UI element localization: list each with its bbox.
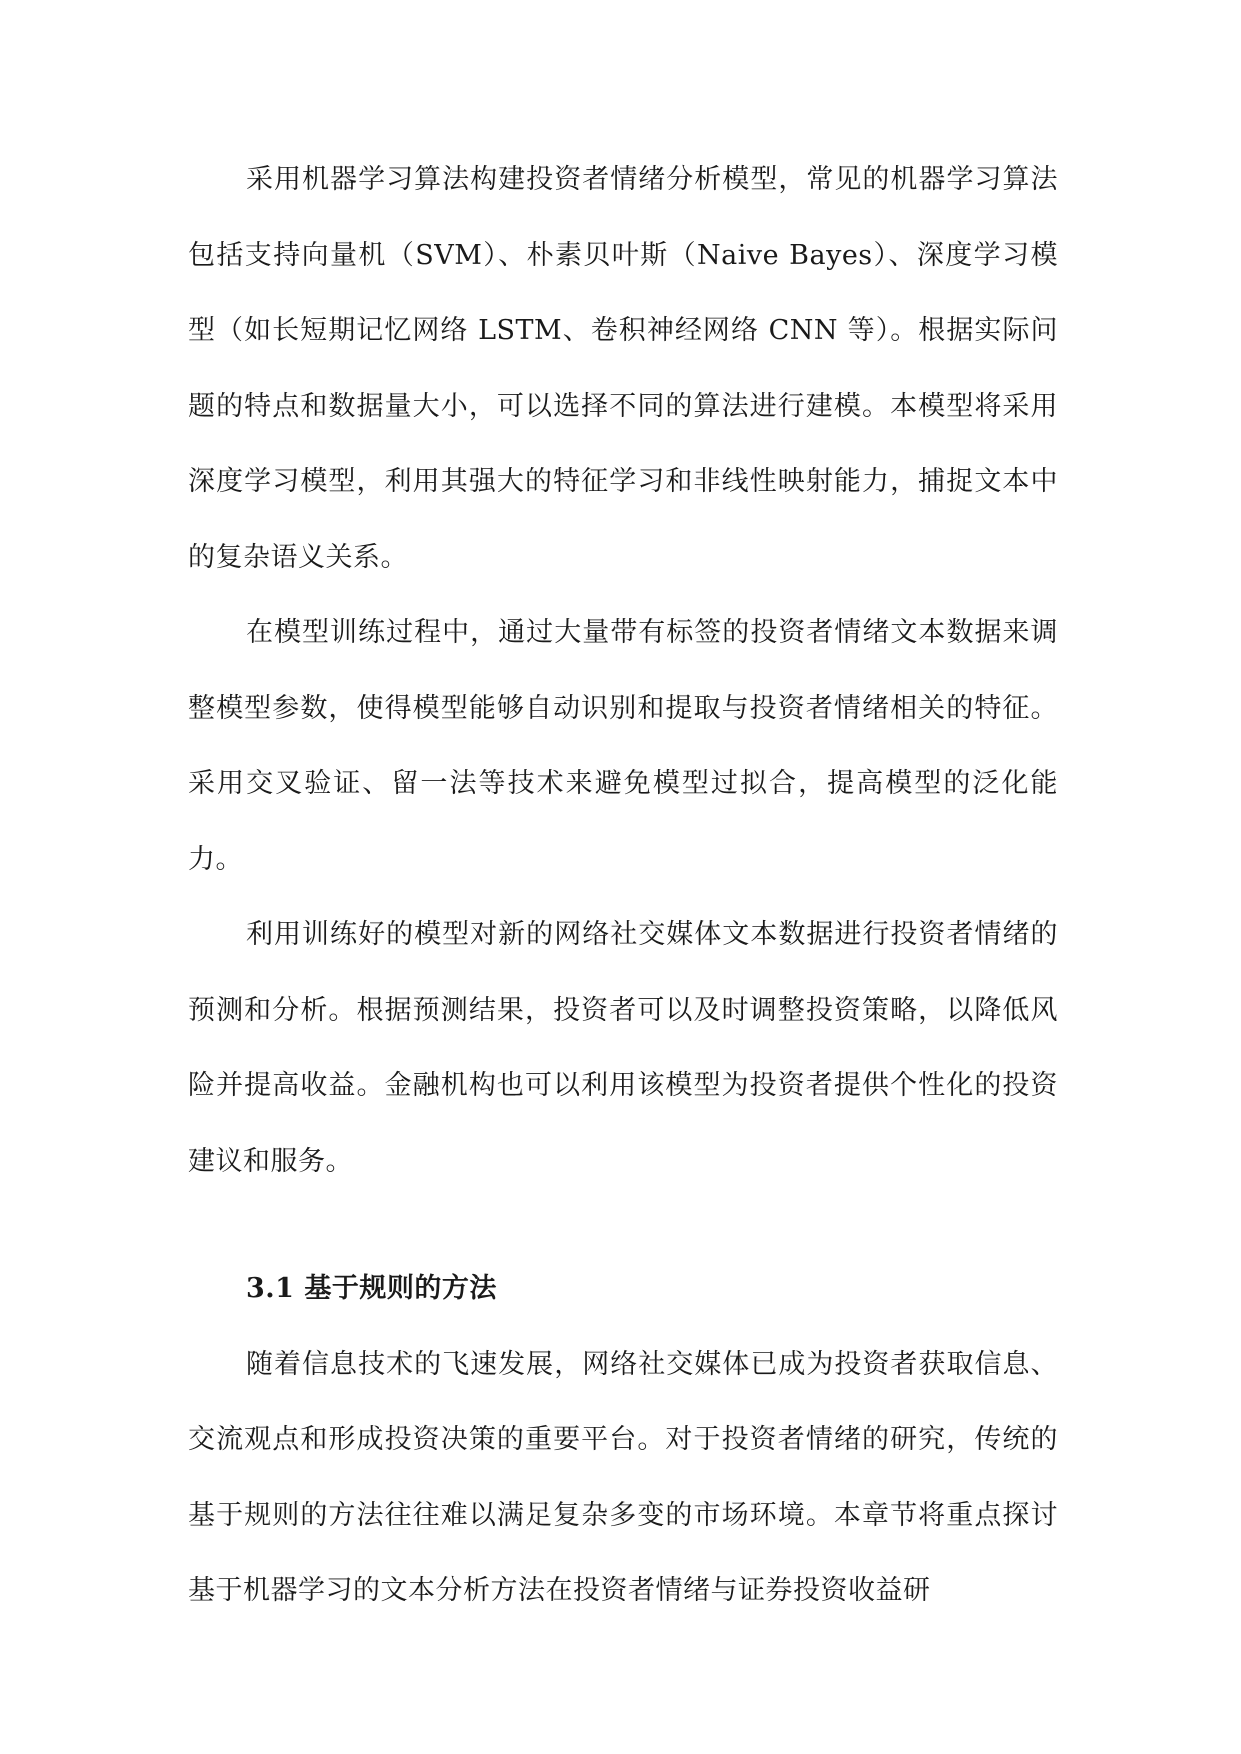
paragraph-model-training: 在模型训练过程中，通过大量带有标签的投资者情绪文本数据来调整模型参数，使得模型能够自动识别和提取与投资者情绪相关的特征。采用交叉验证、留一法等技术来避免模型过拟合，提高模型的泛化能力。 (188, 617, 1058, 875)
paragraph-model-application: 利用训练好的模型对新的网络社交媒体文本数据进行投资者情绪的预测和分析。根据预测结果，投资者可以及时调整投资策略，以降低风险并提高收益。金融机构也可以利用该模型为投资者提供个性化的投资建议和服务。 (188, 919, 1058, 1177)
section-heading: 3.1 基于规则的方法 (246, 1273, 497, 1304)
document-body (188, 142, 1058, 1629)
paragraph-section-intro: 随着信息技术的飞速发展，网络社交媒体已成为投资者获取信息、交流观点和形成投资决策的重要平台。对于投资者情绪的研究，传统的基于规则的方法往往难以满足复杂多变的市场环境。本章节将重点探讨基于机器学习的文本分析方法在投资者情绪与证券投资收益研 (188, 1348, 1058, 1606)
paragraph-ml-algorithms: 采用机器学习算法构建投资者情绪分析模型，常见的机器学习算法包括支持向量机（SVM）、朴素贝叶斯（Naive Bayes）、深度学习模型（如长短期记忆网络 LSTM、卷积神经网络 CNN 等）。根据实际问题的特点和数据量大小，可以选择不同的算法进行建模。本模型将采用深度学习模型，利用其强大的特征学习和非线性映射能力，捕捉文本中的复杂语义关系。 (188, 164, 1058, 573)
